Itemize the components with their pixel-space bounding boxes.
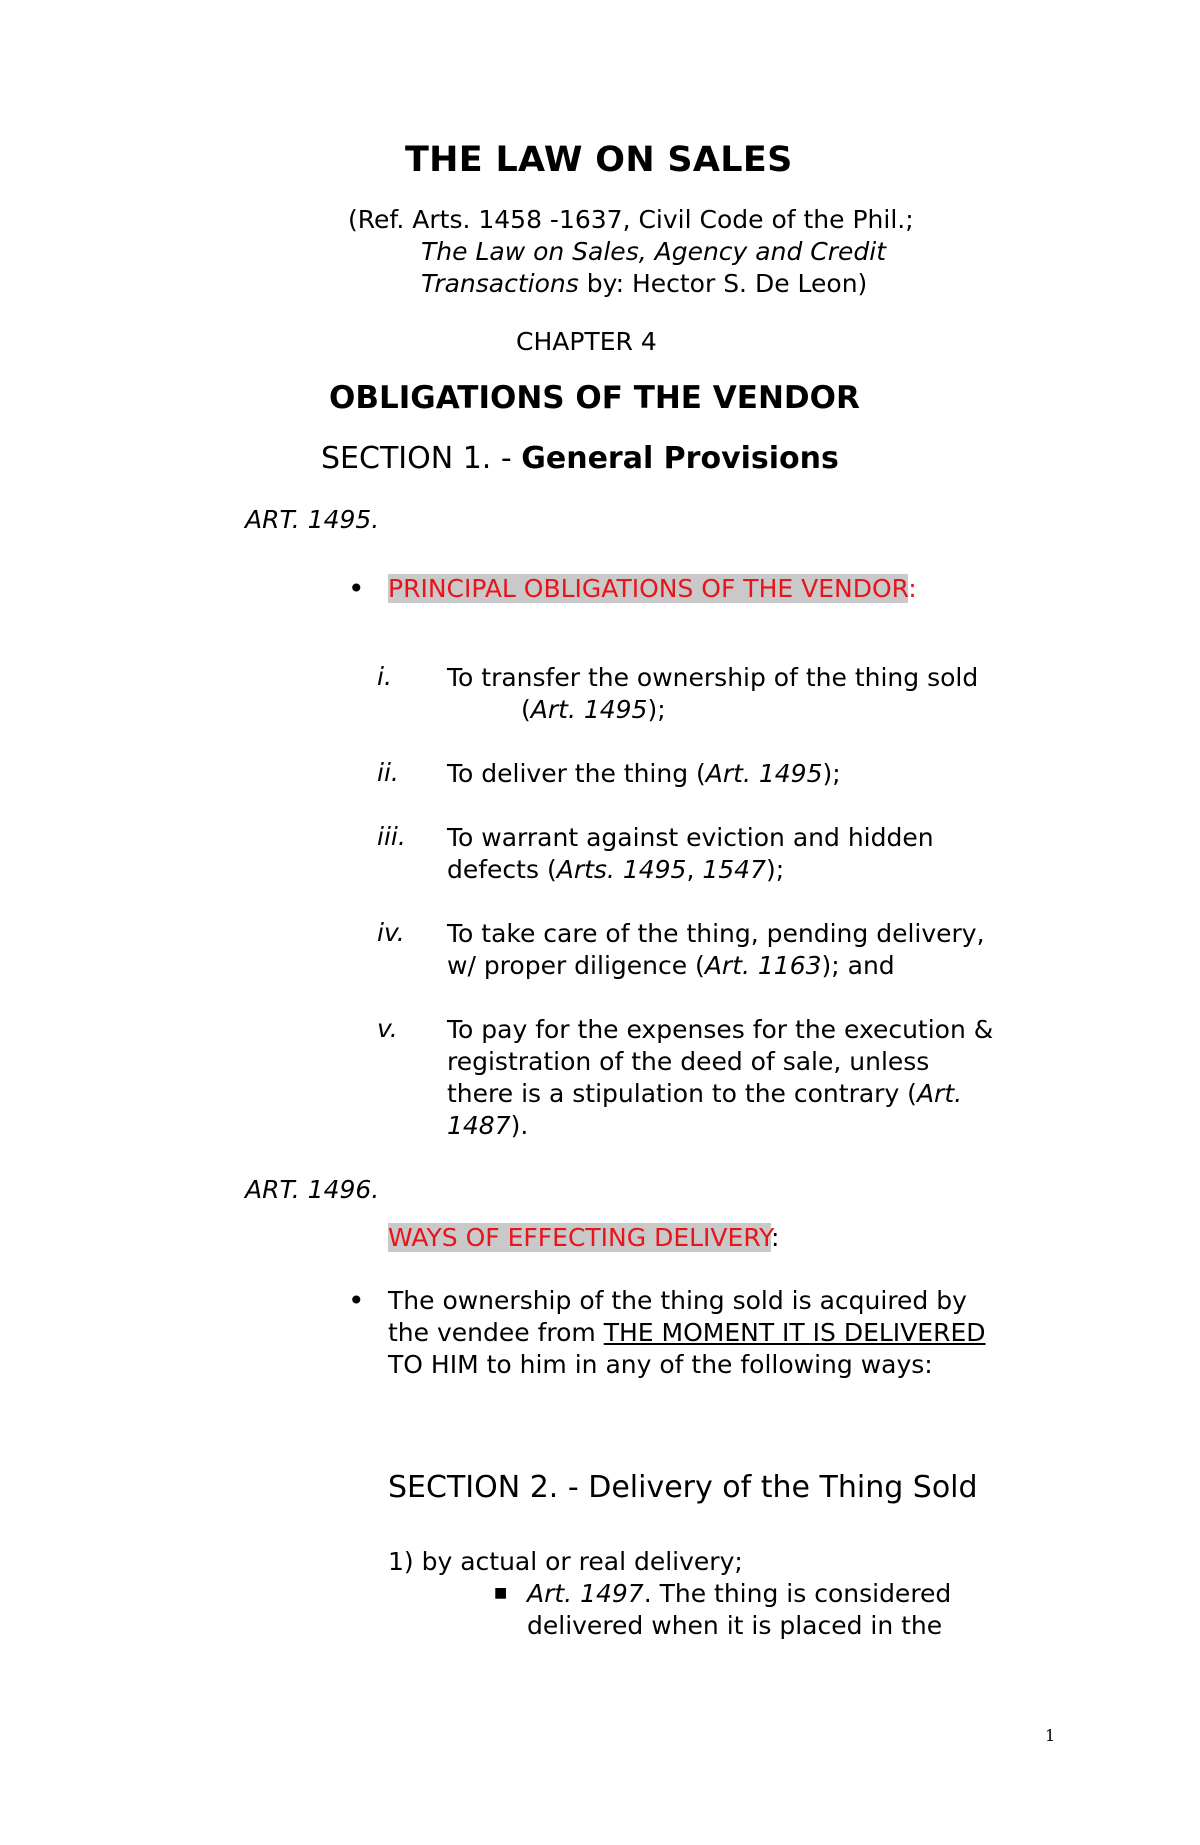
item-text: To transfer the ownership of the thing sold	[447, 663, 979, 692]
heading-colon: :	[908, 574, 917, 603]
underlined-text: THE MOMENT IT IS DELIVERED	[603, 1318, 986, 1347]
book-title-part-2: Transactions	[421, 269, 579, 298]
item-text: To deliver the thing (Art. 1495);	[447, 759, 841, 788]
ownership-text: The ownership of the thing sold is acquired by	[388, 1286, 967, 1315]
item-text: defects (Arts. 1495, 1547);	[447, 855, 785, 884]
reference-line-3	[421, 268, 867, 299]
principal-obligations-text: PRINCIPAL OBLIGATIONS OF THE VENDOR	[388, 574, 909, 603]
ways-of-delivery-heading	[388, 1222, 779, 1253]
item-number: i.	[377, 662, 392, 691]
article-ref: 1547	[702, 855, 766, 884]
section-1-heading	[321, 441, 839, 476]
section-1-label: SECTION 1. -	[321, 441, 522, 476]
article-ref: Art.	[916, 1079, 963, 1108]
section-2-title: Delivery of the Thing Sold	[588, 1470, 978, 1505]
section-2-heading	[388, 1470, 978, 1505]
article-ref: Art. 1163	[704, 951, 822, 980]
item-text: registration of the deed of sale, unless	[447, 1047, 930, 1076]
article-ref: Art. 1497	[527, 1579, 644, 1608]
article-ref: 1487	[447, 1111, 511, 1140]
item-text: To warrant against eviction and hidden	[447, 823, 934, 852]
page-number: 1	[1045, 1726, 1056, 1745]
item-text: (Art. 1495);	[521, 695, 666, 724]
article-1496-label: ART. 1496.	[245, 1175, 380, 1204]
article-1495-label: ART. 1495.	[245, 505, 380, 534]
document-title: THE LAW ON SALES	[405, 140, 793, 180]
section-1-title: General Provisions	[521, 441, 839, 476]
bullet-dot: •	[348, 572, 365, 605]
ways-of-delivery-text: WAYS OF EFFECTING DELIVERY	[388, 1223, 772, 1252]
author: by: Hector S. De Leon)	[578, 269, 868, 298]
principal-obligations-heading	[388, 573, 917, 604]
item-number: iv.	[377, 918, 405, 947]
delivery-item-1: 1) by actual or real delivery;	[388, 1547, 743, 1576]
article-1497-text: delivered when it is placed in the	[527, 1611, 943, 1640]
item-number: ii.	[377, 758, 399, 787]
article-ref: Art. 1495	[530, 695, 648, 724]
chapter-label: CHAPTER 4	[516, 327, 657, 356]
item-number: v.	[377, 1014, 398, 1043]
bullet-dot: •	[348, 1284, 365, 1317]
item-text: 1487).	[447, 1111, 529, 1140]
item-text: To pay for the expenses for the execution &	[447, 1015, 994, 1044]
item-text: w/ proper diligence (Art. 1163); and	[447, 951, 895, 980]
chapter-heading: OBLIGATIONS OF THE VENDOR	[329, 380, 860, 416]
square-bullet: ■	[494, 1585, 508, 1601]
ownership-text: TO HIM to him in any of the following ways:	[388, 1350, 933, 1379]
section-2-label: SECTION 2. -	[388, 1470, 589, 1505]
heading-colon: :	[771, 1223, 780, 1252]
article-ref: Arts. 1495	[556, 855, 687, 884]
item-text: To take care of the thing, pending delivery,	[447, 919, 985, 948]
reference-line-2: The Law on Sales, Agency and Credit	[421, 237, 887, 266]
article-ref: Art. 1495	[705, 759, 823, 788]
article-1497-text: Art. 1497. The thing is considered	[527, 1579, 952, 1608]
item-number: iii.	[377, 822, 406, 851]
item-text: there is a stipulation to the contrary (Art.	[447, 1079, 963, 1108]
ownership-text: the vendee from THE MOMENT IT IS DELIVERED	[388, 1318, 986, 1347]
reference-line-1: (Ref. Arts. 1458 -1637, Civil Code of the Phil.;	[348, 205, 914, 234]
